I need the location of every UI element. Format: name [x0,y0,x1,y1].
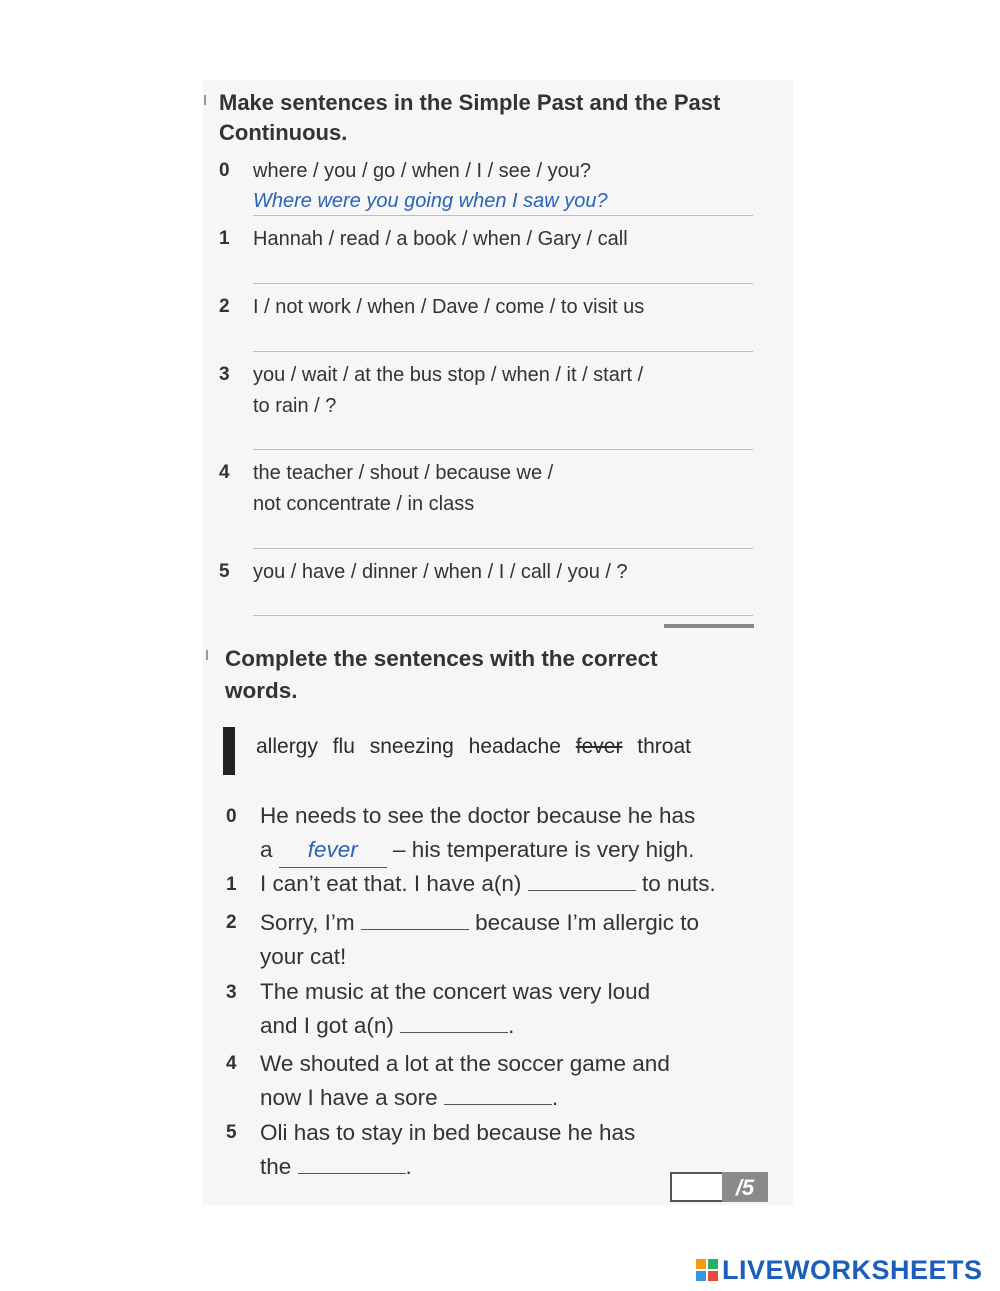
item-number: 1 [219,228,230,249]
prompt-text [253,360,643,422]
sentence-line [260,906,699,940]
item-number: 4 [219,462,230,483]
sentence-text: the [260,1154,292,1179]
sentence-line: We shouted a lot at the soccer game and [260,1051,670,1076]
prompt-text: Hannah / read / a book / when / Gary / call [253,228,628,250]
logo-square [696,1259,706,1269]
item-number: 3 [219,364,230,385]
sentence-text: and I got a(n) [260,1013,394,1038]
word-option-used: fever [575,735,623,758]
section2-title-line1: Complete the sentences with the correct [225,646,658,671]
word-option: throat [637,735,691,758]
sentence-line [260,1150,635,1184]
item-number: 2 [219,296,230,317]
sentence-text: now I have a sore [260,1085,438,1110]
prompt-text [253,458,553,520]
section1-title-line2: Continuous. [219,120,348,145]
sentence-line [260,1009,650,1043]
sentence [260,799,695,868]
sentence [260,1047,670,1115]
logo-square [696,1271,706,1281]
answer-blank[interactable] [298,1151,406,1174]
sentence-line: The music at the concert was very loud [260,979,651,1004]
sentence-text: I can’t eat that. I have a(n) [260,871,522,896]
sentence-text: . [551,1085,559,1110]
section-marker [204,95,206,105]
section1-title-line1: Make sentences in the Simple Past and the Past [219,90,721,115]
sentence-line: He needs to see the doctor because he has [260,803,696,828]
example-answer: fever [279,833,387,868]
sentence-text: a [260,837,273,862]
prompt-line: you / wait / at the bus stop / when / it / start / [253,364,644,386]
sentence-text: Sorry, I’m [260,910,355,935]
word-box [256,735,700,759]
item-number: 1 [226,874,237,895]
score-bar [664,624,754,628]
word-option: allergy [256,735,318,758]
sentence [260,975,650,1043]
sentence-text: . [508,1013,515,1038]
answer-blank[interactable] [361,907,469,930]
answer-line[interactable] [253,615,753,616]
answer-line[interactable] [253,449,753,450]
sentence-text: to nuts. [641,871,716,896]
logo-square [708,1259,718,1269]
logo-icon [696,1259,718,1281]
logo-text: LIVEWORKSHEETS [722,1254,983,1285]
sentence-line: your cat! [260,944,347,969]
item-number: 4 [226,1053,237,1074]
section1-title [219,88,720,148]
prompt-text: I / not work / when / Dave / come / to visit us [253,296,645,318]
item-number: 0 [219,160,230,181]
answer-line[interactable] [253,548,753,549]
item-number: 3 [226,982,237,1003]
prompt-text: where / you / go / when / I / see / you? [253,160,591,182]
answer-line[interactable] [253,351,753,352]
prompt-text: you / have / dinner / when / I / call / you / ? [253,561,628,583]
word-option: headache [468,735,561,758]
score-total: /5 [722,1172,768,1202]
item-number: 0 [226,806,237,827]
sentence [260,906,699,974]
prompt-line: the teacher / shout / because we / [253,462,554,484]
word-option: flu [332,735,355,758]
section-marker [206,650,208,660]
sentence-line [260,1081,670,1115]
answer-blank[interactable] [444,1082,552,1105]
sentence-line [260,833,695,868]
answer-line [253,215,753,216]
answer-blank[interactable] [400,1010,508,1033]
logo-square [708,1271,718,1281]
example-answer: Where were you going when I saw you? [253,190,608,212]
item-number: 5 [226,1122,237,1143]
sentence-line: Oli has to stay in bed because he has [260,1120,636,1145]
liveworksheets-logo [696,1255,983,1285]
section2-title-line2: words. [225,678,298,703]
sentence-text: because I’m allergic to [475,910,699,935]
prompt-line: not concentrate / in class [253,493,475,515]
sentence-text: – his temperature is very high. [393,837,695,862]
answer-line[interactable] [253,283,753,284]
word-box-bar [223,727,235,775]
item-number: 2 [226,912,237,933]
item-number: 5 [219,561,230,582]
sentence [260,1116,635,1184]
section2-title [225,643,658,707]
word-option: sneezing [369,735,454,758]
answer-blank[interactable] [528,868,636,891]
sentence-text: . [405,1154,412,1179]
prompt-line: to rain / ? [253,395,337,417]
sentence [260,867,716,901]
